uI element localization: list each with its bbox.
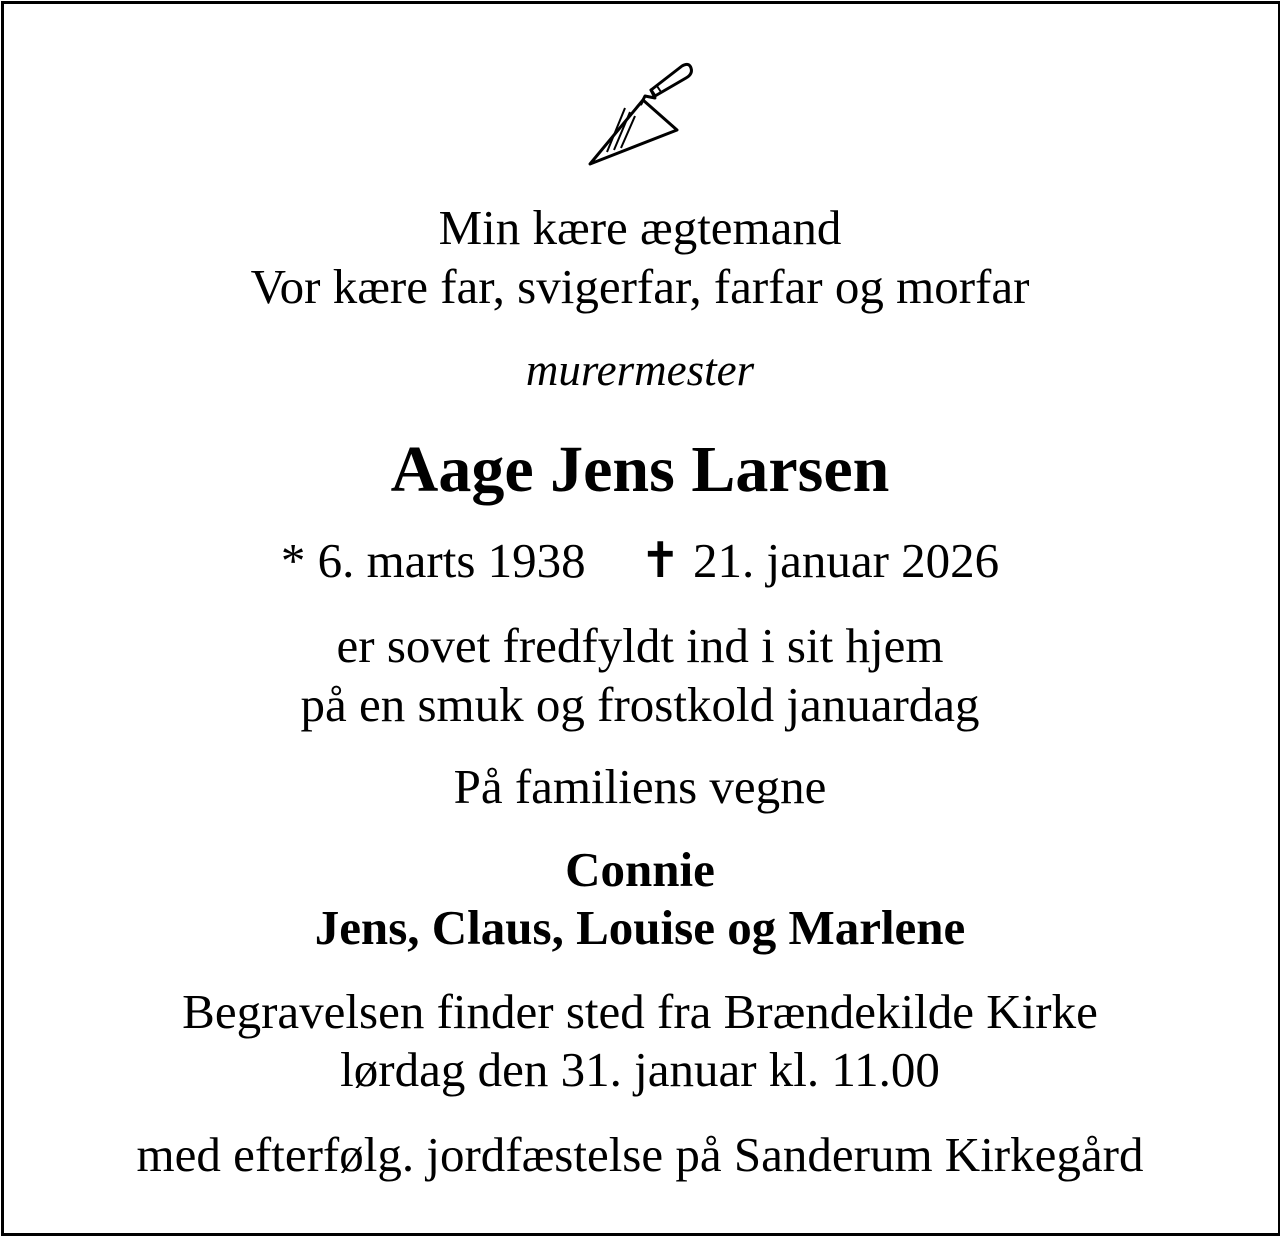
family-line-1: Connie <box>565 842 715 897</box>
intro-line-1: Min kære ægtemand <box>438 200 842 255</box>
profession: murermester <box>525 345 755 395</box>
intro-line-2: Vor kære far, svigerfar, farfar og morfar <box>250 259 1030 314</box>
message-line-2: på en smuk og frostkold januardag <box>300 677 980 732</box>
family-intro: På familiens vegne <box>453 759 827 814</box>
life-dates <box>0 533 1280 588</box>
birth-date: * 6. marts 1938 <box>280 533 586 588</box>
funeral-line-3: med efterfølg. jordfæstelse på Sanderum Kirkegård <box>136 1127 1144 1182</box>
deceased-name: Aage Jens Larsen <box>390 433 890 506</box>
message-line-1: er sovet fredfyldt ind i sit hjem <box>336 618 944 673</box>
death-date: ✝ 21. januar 2026 <box>639 533 1000 588</box>
funeral-line-2: lørdag den 31. januar kl. 11.00 <box>340 1042 940 1097</box>
funeral-line-1: Begravelsen finder sted fra Brændekilde Kirke <box>182 984 1098 1039</box>
family-line-2: Jens, Claus, Louise og Marlene <box>314 900 966 955</box>
trowel-icon <box>585 60 700 170</box>
